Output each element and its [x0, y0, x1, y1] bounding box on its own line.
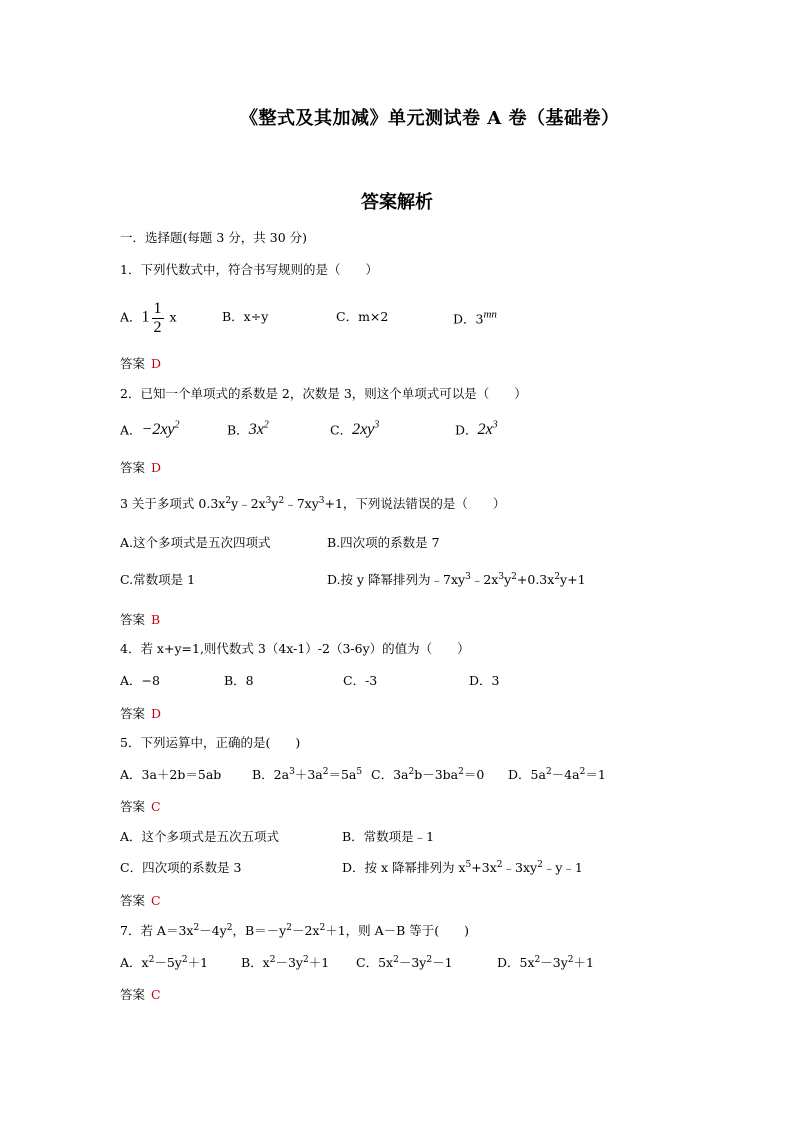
question-4-stem: 4．若 x+y=1,则代数式 3（4x-1）-2（3-6y）的值为（ ） — [120, 641, 470, 656]
question-5-stem: 5．下列运算中，正确的是( ) — [120, 735, 301, 750]
question-1-option-c: C．m×2 — [336, 309, 389, 324]
question-1-answer: 答案 D — [120, 356, 162, 371]
question-2-option-a: A．$-2xy^2$ — [120, 420, 180, 439]
question-5-answer: 答案 C — [120, 799, 161, 814]
question-4-option-a: A．−8 — [120, 673, 160, 688]
question-7-stem: 7．若 $A=3x^2-4y^2$，$B=-y^2-2x^2+1$，则 A－B 等于( ) — [120, 923, 470, 939]
question-1-option-a: A．1 $\frac{1}{2}$ x — [120, 300, 177, 336]
question-2-answer: 答案 D — [120, 460, 162, 475]
question-4-answer: 答案 D — [120, 706, 162, 721]
section-heading: 一．选择题(每题 3 分，共 30 分) — [120, 230, 308, 245]
question-7-answer: 答案 C — [120, 987, 161, 1002]
question-7-option-c: C．$5x^2-3y^2-1$ — [356, 955, 453, 971]
question-5-option-a: A．3a＋2b＝5ab — [120, 767, 222, 782]
question-6-option-c: C．四次项的系数是 3 — [120, 860, 242, 875]
question-3-option-d: D.按 y 降幂排列为$﹣7xy^3﹣2x^3y^2+0.3x^2y+1$ — [327, 572, 586, 588]
question-6-answer: 答案 C — [120, 893, 161, 908]
question-1-option-b: B．x÷y — [222, 309, 269, 324]
question-4-option-c: C．-3 — [343, 673, 378, 688]
question-3-option-a: A.这个多项式是五次四项式 — [120, 535, 271, 550]
question-2-option-c: C．$2xy^3$ — [330, 420, 380, 439]
question-3-option-b: B.四次项的系数是 7 — [327, 535, 440, 550]
page-title: 《整式及其加减》单元测试卷 A 卷（基础卷） — [240, 108, 620, 129]
question-5-option-b: B．$2a^3+3a^2=5a^5$ — [252, 767, 363, 783]
question-2-option-b: B．$3x^2$ — [227, 420, 269, 439]
question-1-option-d: D．$3^{mn}$ — [453, 309, 497, 327]
question-6-option-a: A．这个多项式是五次五项式 — [120, 829, 280, 844]
question-2-option-d: D．$2x^3$ — [455, 420, 498, 439]
question-3-answer: 答案 B — [120, 612, 161, 627]
question-6-option-d: D．按 x 降幂排列为 $x^5+3x^2﹣3xy^2﹣y﹣1$ — [342, 860, 583, 876]
question-7-option-a: A．$x^2-5y^2+1$ — [120, 955, 209, 971]
question-4-option-d: D．3 — [469, 673, 500, 688]
question-3-option-c: C.常数项是 1 — [120, 572, 196, 587]
question-5-option-d: D．$5a^2-4a^2=1$ — [508, 767, 606, 783]
question-4-option-b: B．8 — [224, 673, 254, 688]
question-7-option-b: B．$x^2-3y^2+1$ — [241, 955, 330, 971]
question-6-option-b: B．常数项是﹣1 — [342, 829, 435, 844]
question-1-stem: 1．下列代数式中，符合书写规则的是（ ） — [120, 262, 378, 277]
section-title: 答案解析 — [361, 192, 433, 213]
question-2-stem: 2．已知一个单项式的系数是 2，次数是 3，则这个单项式可以是（ ） — [120, 386, 527, 401]
question-3-stem: 3 关于多项式 $0.3x^2y﹣2x^3y^2﹣7xy^3+1$，下列说法错误的是（ ） — [120, 496, 506, 512]
question-7-option-d: D．$5x^2-3y^2+1$ — [497, 955, 594, 971]
question-5-option-c: C．$3a^2b-3ba^2=0$ — [371, 767, 485, 783]
